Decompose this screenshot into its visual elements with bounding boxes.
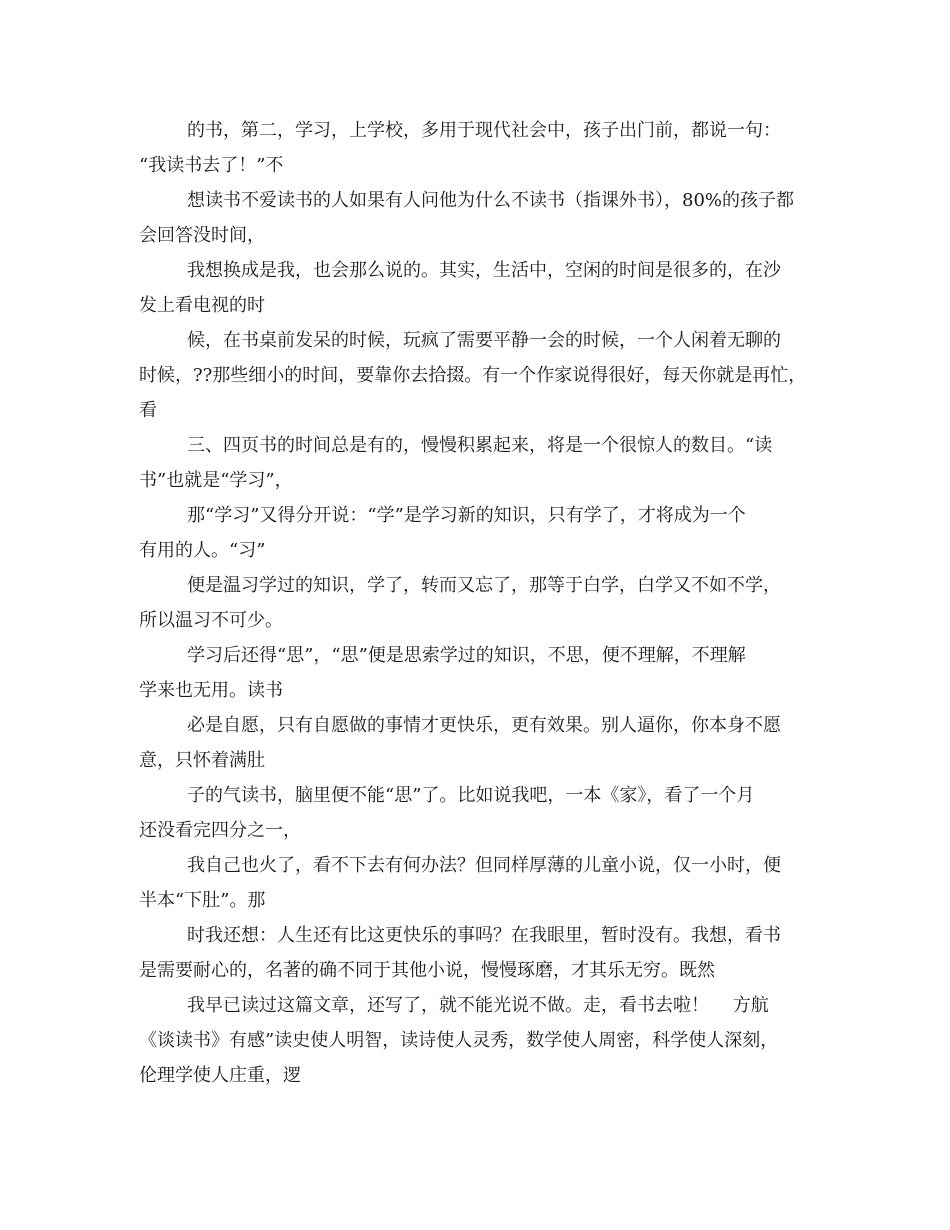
- text-line: 我想换成是我，也会那么说的。其实，生活中，空闲的时间是很多的，在沙: [187, 260, 781, 281]
- text-line: 子的气读书，脑里便不能“思”了。比如说我吧，一本《家》，看了一个月: [187, 785, 755, 806]
- text-line: 还没看完四分之一，: [139, 820, 301, 841]
- text-line: 《谈读书》有感”读史使人明智，读诗使人灵秀，数学使人周密，科学使人深刻，: [139, 1030, 779, 1051]
- paragraph: [139, 568, 819, 638]
- paragraph: [139, 428, 819, 498]
- paragraph: [139, 183, 819, 253]
- text-line: 必是自愿，只有自愿做的事情才更快乐，更有效果。别人逼你，你本身不愿: [187, 715, 781, 736]
- text-line: 是需要耐心的，名著的确不同于其他小说，慢慢琢磨，才其乐无穷。既然: [139, 960, 715, 981]
- text-line: 看: [139, 400, 157, 421]
- paragraph: [139, 323, 819, 428]
- text-line: 所以温习不可少。: [139, 610, 283, 631]
- paragraph: [139, 988, 819, 1093]
- text-line: 半本“下肚”。那: [139, 890, 266, 911]
- text-line: 意，只怀着满肚: [139, 750, 265, 771]
- paragraph: [139, 253, 819, 323]
- paragraph: [139, 113, 819, 183]
- text-line: 书”也就是“学习”，: [139, 470, 293, 491]
- paragraph: [139, 498, 819, 568]
- text-line: 伦理学使人庄重，逻: [139, 1065, 301, 1086]
- text-line: 学来也无用。读书: [139, 680, 283, 701]
- text-line: 有用的人。“习”: [139, 540, 266, 561]
- paragraph: [139, 778, 819, 848]
- text-line: 三、四页书的时间总是有的，慢慢积累起来，将是一个很惊人的数目。“读: [187, 435, 773, 456]
- text-line: 候，在书桌前发呆的时候，玩疯了需要平静一会的时候，一个人闲着无聊的: [187, 330, 781, 351]
- paragraph: [139, 848, 819, 918]
- text-line: 我早已读过这篇文章，还写了，就不能光说不做。走，看书去啦！ 方航: [187, 995, 769, 1016]
- text-line: 我自己也火了，看不下去有何办法？但同样厚薄的儿童小说，仅一小时，便: [187, 855, 781, 876]
- text-line: 那“学习”又得分开说：“学”是学习新的知识，只有学了，才将成为一个: [187, 505, 746, 526]
- text-line: 发上看电视的时: [139, 295, 265, 316]
- document-body: [139, 113, 819, 1093]
- text-line: 时我还想：人生还有比这更快乐的事吗？在我眼里，暂时没有。我想，看书: [187, 925, 781, 946]
- paragraph: [139, 918, 819, 988]
- paragraph: [139, 638, 819, 708]
- text-line: 时候，??那些细小的时间，要靠你去拾掇。有一个作家说得很好，每天你就是再忙，: [139, 365, 807, 386]
- paragraph: [139, 708, 819, 778]
- text-line: “我读书去了！”不: [139, 155, 284, 176]
- text-line: 便是温习学过的知识，学了，转而又忘了，那等于白学，白学又不如不学，: [187, 575, 781, 596]
- text-line: 想读书不爱读书的人如果有人问他为什么不读书（指课外书），80%的孩子都: [187, 190, 795, 211]
- text-line: 学习后还得“思”，“思”便是思索学过的知识，不思，便不理解，不理解: [187, 645, 746, 666]
- text-line: 的书，第二，学习，上学校，多用于现代社会中，孩子出门前，都说一句：: [187, 120, 781, 141]
- text-line: 会回答没时间，: [139, 225, 265, 246]
